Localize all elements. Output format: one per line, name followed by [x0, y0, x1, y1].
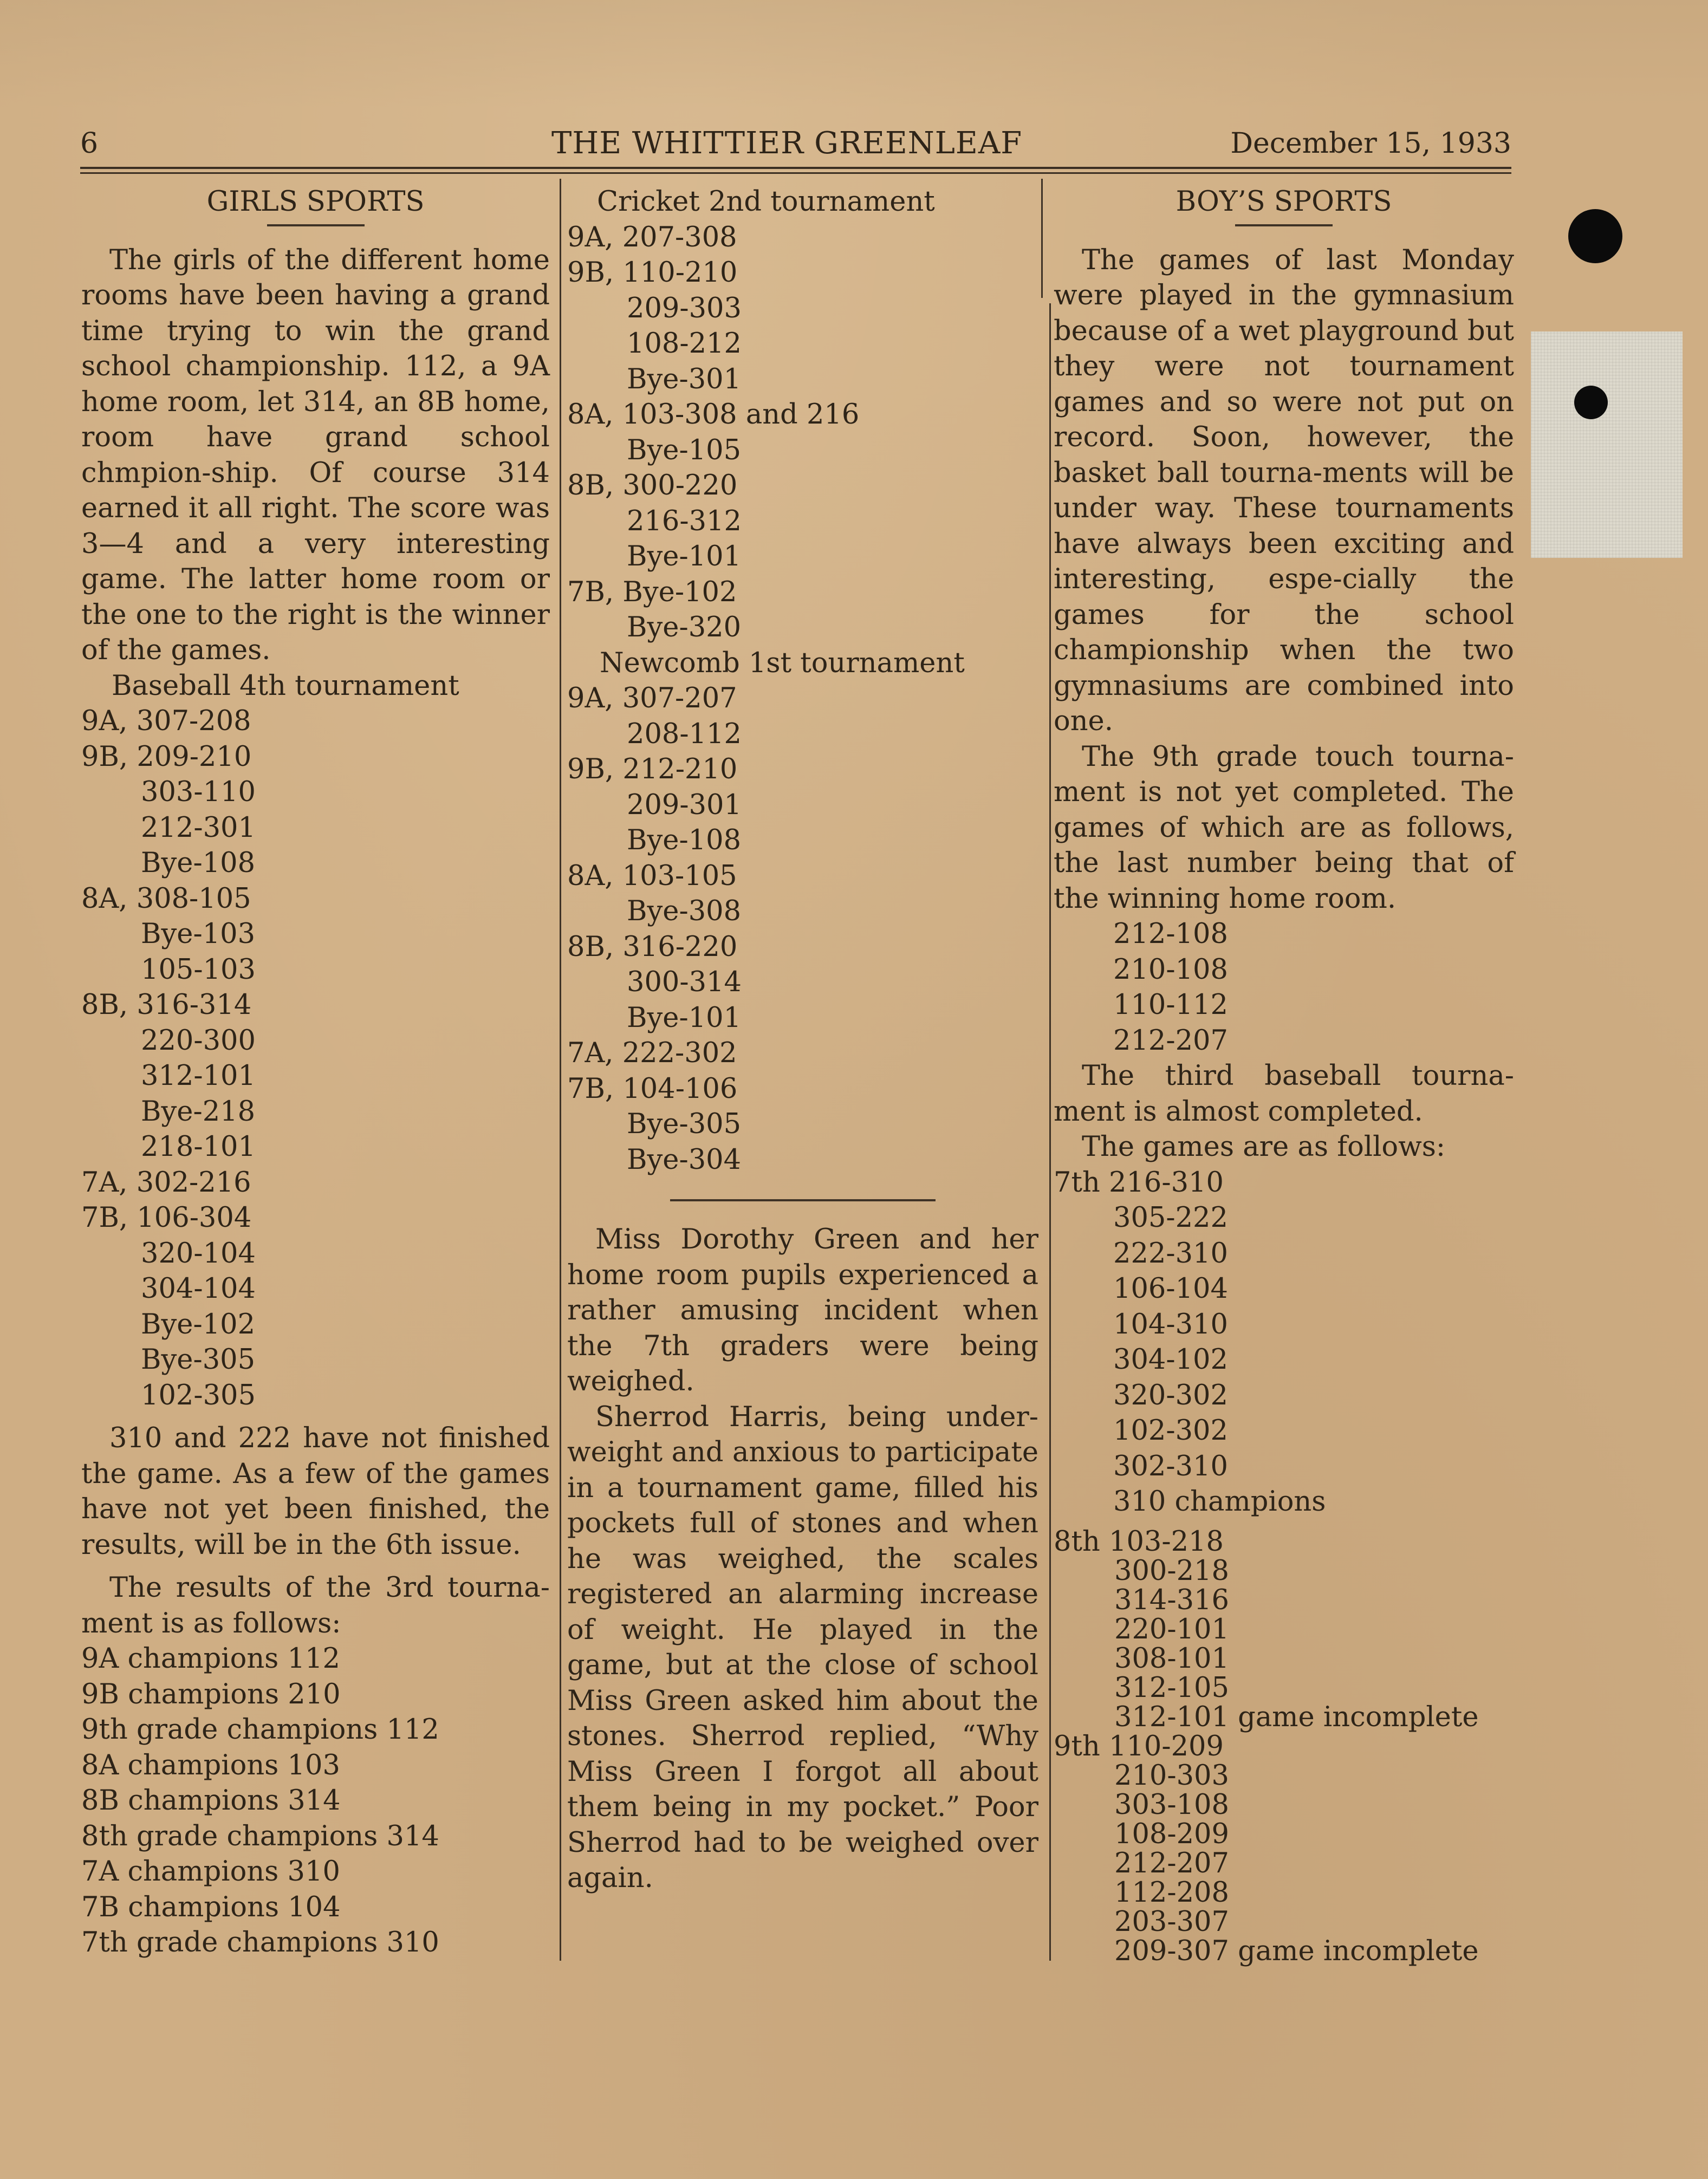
match-line: 312-105 [1114, 1671, 1229, 1704]
tournament-title: Baseball 4th tournament [112, 669, 459, 702]
article-paragraph: The games are as follows: [1082, 1131, 1446, 1163]
game-list [1054, 1165, 1514, 1520]
newspaper-title: THE WHITTIER GREENLEAF [551, 126, 1023, 161]
heading-rule [267, 224, 365, 226]
match-line: 112-208 [1114, 1876, 1229, 1909]
match-line: 108-212 [627, 328, 742, 360]
article-paragraph: The third baseball tourna-ment is almost completed. [1054, 1060, 1514, 1128]
match-line: 8A, 308-105 [81, 882, 251, 915]
match-line: 106-104 [1113, 1273, 1228, 1305]
match-line: Bye-218 [141, 1095, 256, 1128]
article-paragraph: Miss Dorothy Green and her home room pupils experienced a rather amusing incident when the 7th graders were being weighed. [567, 1224, 1038, 1397]
match-line: 8B, 316-314 [81, 989, 252, 1021]
punch-hole [1574, 386, 1608, 419]
match-line: 9A, 307-208 [81, 705, 251, 737]
match-line: 7A, 302-216 [81, 1166, 251, 1199]
section-heading: GIRLS SPORTS [206, 186, 425, 218]
match-line: 314-316 [1114, 1584, 1229, 1616]
story-rule [670, 1199, 936, 1201]
article-paragraph: Sherrod Harris, being under-weight and anxious to participate in a tournament game, filled his pockets full of stones and when he was weighed, the scales registered an alarming increase of weight. He played in the game, but at the close of school Miss Green asked him about the stones. Sherrod replied, “Why Miss Green I forgot all about them being in my pocket.” Poor Sherrod had to be weighed over again. [567, 1401, 1038, 1894]
result-line: 9th grade champions 112 [81, 1714, 439, 1746]
match-line: 303-110 [141, 776, 256, 808]
match-line: 209-303 [627, 292, 742, 324]
punch-hole [1568, 209, 1622, 263]
match-line: 209-301 [627, 789, 742, 821]
paper-edge [0, 0, 1708, 108]
tournament-title: Newcomb 1st tournament [600, 647, 965, 679]
match-line: 320-104 [141, 1237, 256, 1270]
tournament-title: Cricket 2nd tournament [597, 186, 935, 218]
match-line: Bye-108 [141, 847, 256, 879]
match-line: 220-300 [141, 1024, 256, 1057]
result-line: 7th grade champions 310 [81, 1927, 439, 1959]
boys-sports-column [1054, 184, 1514, 1966]
masthead-rule [80, 172, 1511, 174]
match-line: 110-112 [1113, 989, 1228, 1021]
match-line: Bye-305 [627, 1108, 742, 1140]
match-line: 302-310 [1113, 1450, 1228, 1482]
match-line: 218-101 [141, 1131, 256, 1163]
match-line: 210-108 [1113, 953, 1228, 986]
column-divider [1049, 303, 1051, 1961]
match-line: 8th 103-218 [1054, 1525, 1224, 1558]
match-line: 300-218 [1114, 1554, 1229, 1587]
match-line: 9A, 207-308 [567, 221, 737, 253]
result-line: 7A champions 310 [81, 1856, 340, 1888]
match-line: 105-103 [141, 953, 256, 986]
match-line: 220-101 [1114, 1613, 1229, 1645]
match-line: Bye-304 [627, 1143, 742, 1176]
match-line: Bye-308 [627, 895, 742, 927]
results-list [81, 1641, 550, 1961]
match-line: 312-101 game incomplete [1114, 1701, 1479, 1733]
paper-tab [1531, 331, 1683, 558]
masthead [80, 122, 1511, 165]
result-line: 9B champions 210 [81, 1678, 341, 1710]
game-list [1054, 1527, 1514, 1732]
match-line: 212-207 [1114, 1847, 1229, 1879]
tournament-list [567, 681, 1038, 1178]
match-line: 7B, 106-304 [81, 1202, 252, 1234]
match-line: 7B, Bye-102 [567, 576, 737, 608]
match-line: 7B, 104-106 [567, 1072, 738, 1105]
result-line: 8th grade champions 314 [81, 1820, 439, 1852]
article-paragraph: The girls of the different home rooms have been having a grand time trying to win the grand school championship. 112, a 9A home room, let 314, an 8B home, room have grand school chmpion-ship. Of course 314 earned it all right. The score was 3—4 and a very interesting game. The latter home room or the one to the right is the winner of the games. [81, 244, 550, 666]
match-line: 222-310 [1113, 1237, 1228, 1270]
section-heading: BOY’S SPORTS [1176, 186, 1392, 218]
match-line: Bye-101 [627, 541, 742, 573]
page-number: 6 [80, 127, 99, 160]
column-divider [1041, 179, 1043, 298]
match-line: 8A, 103-308 and 216 [567, 399, 860, 431]
match-line: 7th 216-310 [1054, 1166, 1224, 1199]
match-line: 212-108 [1113, 918, 1228, 950]
article-paragraph: The 9th grade touch tourna-ment is not yet completed. The games of which are as follows, the last number being that of the winning home room. [1054, 740, 1514, 915]
game-list [1054, 1732, 1514, 1966]
match-line: 320-302 [1113, 1379, 1228, 1412]
article-paragraph: The games of last Monday were played in the gymnasium because of a wet playground but they were not tournament games and so were not put on record. Soon, however, the basket ball tourna-ments will be under way. These tournaments have always been exciting and interesting, espe-cially the games for the school championship when the two gymnasiums are combined into one. [1054, 244, 1514, 737]
match-line: Bye-102 [141, 1308, 256, 1341]
match-line: 9th 110-209 [1054, 1730, 1224, 1762]
game-list [1054, 916, 1514, 1058]
masthead-rule [80, 167, 1511, 169]
result-line: 8A champions 103 [81, 1749, 340, 1781]
match-line: 212-207 [1113, 1024, 1228, 1057]
match-line: Bye-105 [627, 434, 742, 466]
girls-sports-column [81, 184, 550, 1961]
match-line: 7A, 222-302 [567, 1037, 737, 1069]
issue-date: December 15, 1933 [1230, 127, 1511, 160]
column-divider [560, 179, 561, 1961]
match-line: 9B, 209-210 [81, 740, 252, 773]
match-line: 300-314 [627, 966, 742, 998]
heading-rule [1235, 224, 1333, 226]
match-line: 8A, 103-105 [567, 860, 737, 892]
match-line: 304-102 [1113, 1344, 1228, 1376]
match-line: 102-302 [1113, 1415, 1228, 1447]
match-line: 9B, 212-210 [567, 753, 738, 785]
match-line: 209-307 game incomplete [1114, 1935, 1479, 1967]
match-line: 212-301 [141, 811, 256, 844]
match-line: 304-104 [141, 1273, 256, 1305]
match-line: 104-310 [1113, 1308, 1228, 1341]
match-line: 303-108 [1114, 1788, 1229, 1821]
match-line: 310 champions [1113, 1486, 1326, 1518]
match-line: 102-305 [141, 1379, 256, 1412]
match-line: 9B, 110-210 [567, 257, 738, 289]
match-line: Bye-320 [627, 612, 742, 643]
match-line: 308-101 [1114, 1642, 1229, 1675]
match-line: 210-303 [1114, 1759, 1229, 1792]
match-line: 203-307 [1114, 1905, 1229, 1938]
match-line: 8B, 316-220 [567, 931, 738, 963]
match-line: 305-222 [1113, 1202, 1228, 1234]
match-line: 216-312 [627, 505, 742, 537]
middle-column [567, 184, 1038, 1896]
match-line: 9A, 307-207 [567, 682, 737, 714]
tournament-list [567, 220, 1038, 646]
result-line: 8B champions 314 [81, 1785, 341, 1817]
article-paragraph: 310 and 222 have not finished the game. As a few of the games have not yet been finished, the results, will be in the 6th issue. [81, 1422, 550, 1561]
match-line: Bye-103 [141, 918, 256, 950]
article-paragraph: The results of the 3rd tourna-ment is as follows: [81, 1572, 550, 1640]
match-line: Bye-108 [627, 824, 742, 856]
match-line: Bye-301 [627, 363, 742, 395]
match-line: 108-209 [1114, 1818, 1229, 1850]
result-line: 7B champions 104 [81, 1891, 341, 1923]
match-line: Bye-305 [141, 1344, 256, 1376]
result-line: 9A champions 112 [81, 1643, 340, 1675]
match-line: 208-112 [627, 718, 742, 750]
match-line: 8B, 300-220 [567, 470, 738, 502]
match-line: Bye-101 [627, 1001, 742, 1034]
tournament-list [81, 704, 550, 1413]
match-line: 312-101 [141, 1060, 256, 1092]
